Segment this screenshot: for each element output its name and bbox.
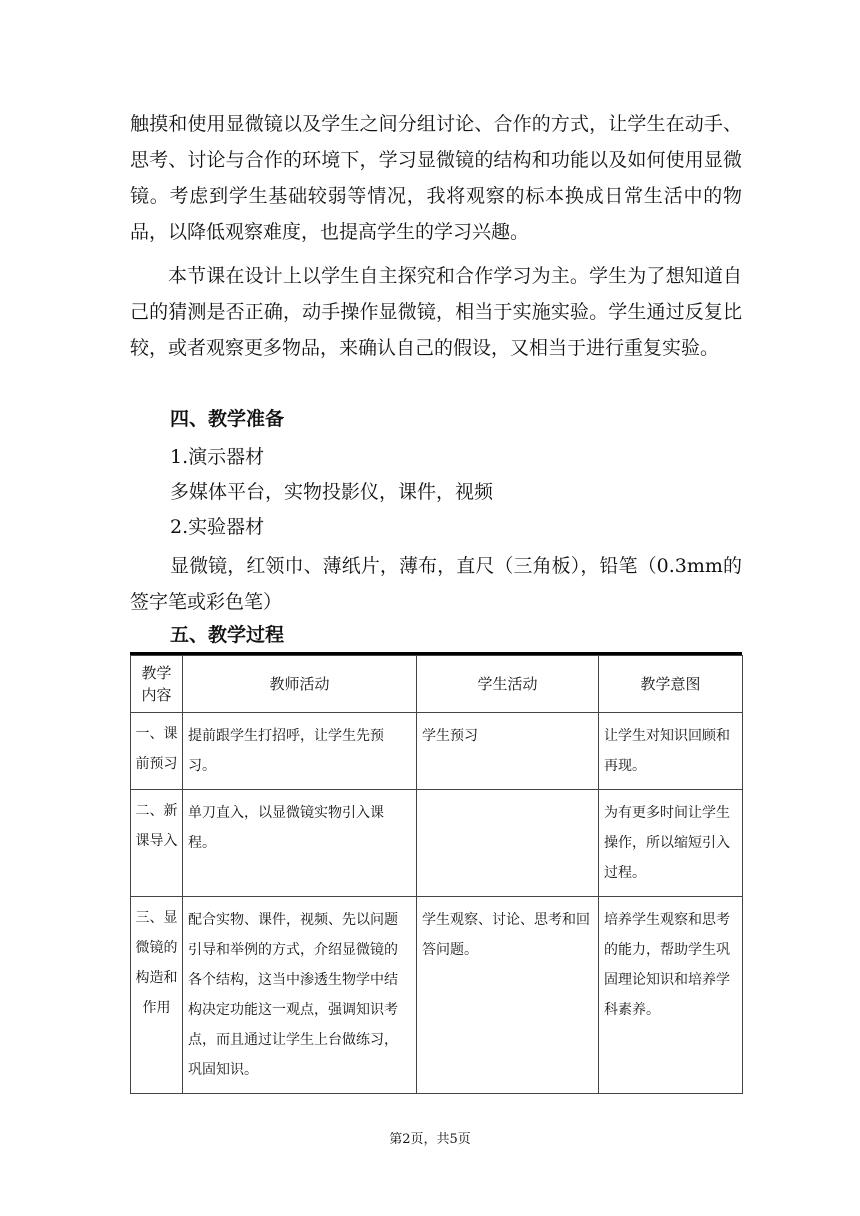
header-content: 教学内容 [131, 656, 183, 713]
item2-text: 显微镜，红领巾、薄纸片，薄布，直尺（三角板），铅笔（0.3mm的签字笔或彩色笔） [130, 555, 742, 613]
table-cell: 三、显微镜的构造和作用 [131, 897, 183, 1094]
paragraph-1: 触摸和使用显微镜以及学生之间分组讨论、合作的方式，让学生在动手、思考、讨论与合作的环境下，学习显微镜的结构和功能以及如何使用显微镜。考虑到学生基础较弱等情况，我将观察的标本换成日常生活中的物品，以降低观察难度，也提高学生的学习兴趣。 [130, 113, 742, 243]
table-cell [417, 790, 599, 897]
table-cell: 学生观察、讨论、思考和回答问题。 [417, 897, 599, 1094]
page-footer: 第2页，共5页 [389, 1132, 471, 1147]
table-cell: 为有更多时间让学生操作，所以缩短引入过程。 [599, 790, 743, 897]
table-cell: 二、新课导入 [131, 790, 183, 897]
table-cell: 学生预习 [417, 713, 599, 790]
table-header-row [131, 656, 743, 713]
table-row [131, 897, 743, 1094]
teaching-process-table [130, 652, 742, 1094]
item1-title: 1.演示器材 [170, 446, 265, 468]
table-cell: 一、课前预习 [131, 713, 183, 790]
table-row [131, 713, 743, 790]
table-cell: 配合实物、课件，视频、先以问题引导和举例的方式，介绍显微镜的各个结构，这当中渗透生物学中结构决定功能这一观点，强调知识考点，而且通过让学生上台做练习，巩固知识。 [183, 897, 417, 1094]
header-intent: 教学意图 [599, 656, 743, 713]
table-cell: 让学生对知识回顾和再现。 [599, 713, 743, 790]
section-heading-4: 四、教学准备 [170, 408, 285, 430]
table-cell: 单刀直入，以显微镜实物引入课程。 [183, 790, 417, 897]
table-row [131, 790, 743, 897]
paragraph-2: 本节课在设计上以学生自主探究和合作学习为主。学生为了想知道自己的猜测是否正确，动手操作显微镜，相当于实施实验。学生通过反复比较，或者观察更多物品，来确认自己的假设，又相当于进行重复实验。 [130, 265, 742, 359]
item2-title: 2.实验器材 [170, 516, 265, 538]
section-heading-5: 五、教学过程 [170, 624, 285, 646]
header-teacher: 教师活动 [183, 656, 417, 713]
header-student: 学生活动 [417, 656, 599, 713]
item1-text: 多媒体平台，实物投影仪，课件，视频 [170, 481, 494, 503]
table-cell: 提前跟学生打招呼，让学生先预习。 [183, 713, 417, 790]
table-cell: 培养学生观察和思考的能力，帮助学生巩固理论知识和培养学科素养。 [599, 897, 743, 1094]
